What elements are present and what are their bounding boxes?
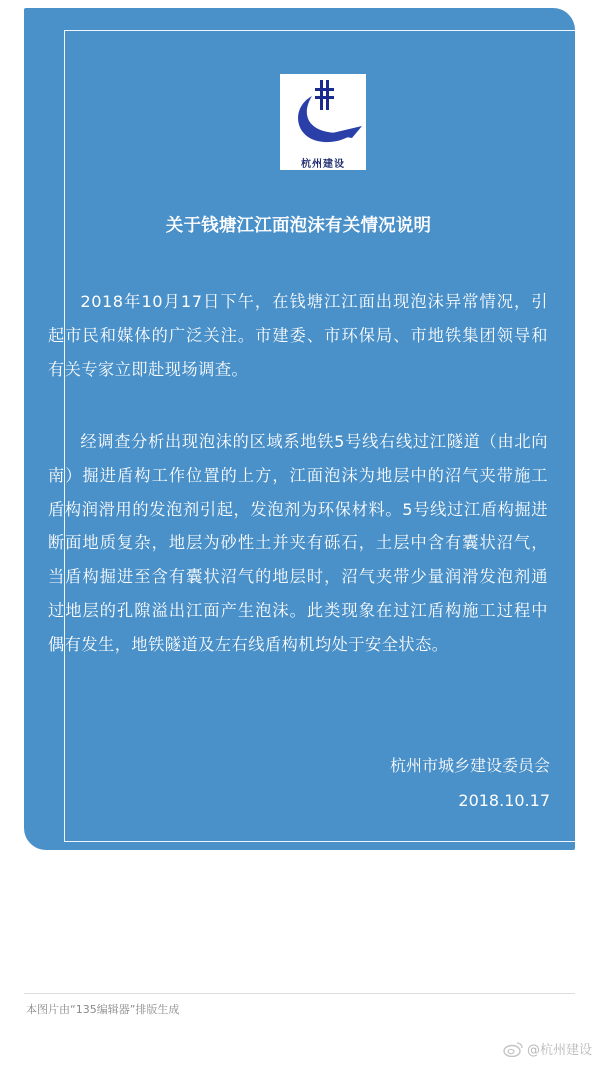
paragraph-1: 2018年10月17日下午，在钱塘江江面出现泡沫异常情况，引起市民和媒体的广泛关注。市建委、市环保局、市地铁集团领导和有关专家立即赴现场调查。	[48, 292, 548, 379]
signer: 杭州市城乡建设委员会	[389, 756, 550, 775]
footer-note: 本图片由“135编辑器”排版生成	[26, 1003, 180, 1016]
notice-title: 关于钱塘江江面泡沫有关情况说明	[165, 216, 432, 236]
issue-date: 2018.10.17	[458, 791, 550, 810]
logo-text: 杭州建设	[301, 159, 345, 170]
weibo-watermark	[503, 1039, 592, 1058]
watermark-text: @杭州建设	[526, 1043, 592, 1058]
weibo-icon	[503, 1041, 523, 1057]
footer-divider	[24, 993, 575, 994]
paragraph-2: 经调查分析出现泡沫的区域系地铁5号线右线过江隧道（由北向南）掘进盾构工作位置的上方，江面泡沫为地层中的沼气夹带施工盾构润滑用的发泡剂引起，发泡剂为环保材料。5号线过江盾构掘进断面地质复杂，地层为砂性土并夹有砾石，土层中含有囊状沼气，当盾构掘进至含有囊状沼气的地层时，沼气夹带少量润滑发泡剂通过地层的孔隙溢出江面产生泡沫。此类现象在过江盾构施工过程中偶有发生，地铁隧道及左右线盾构机均处于安全状态。	[48, 432, 548, 654]
hangzhou-construction-logo	[280, 74, 366, 170]
